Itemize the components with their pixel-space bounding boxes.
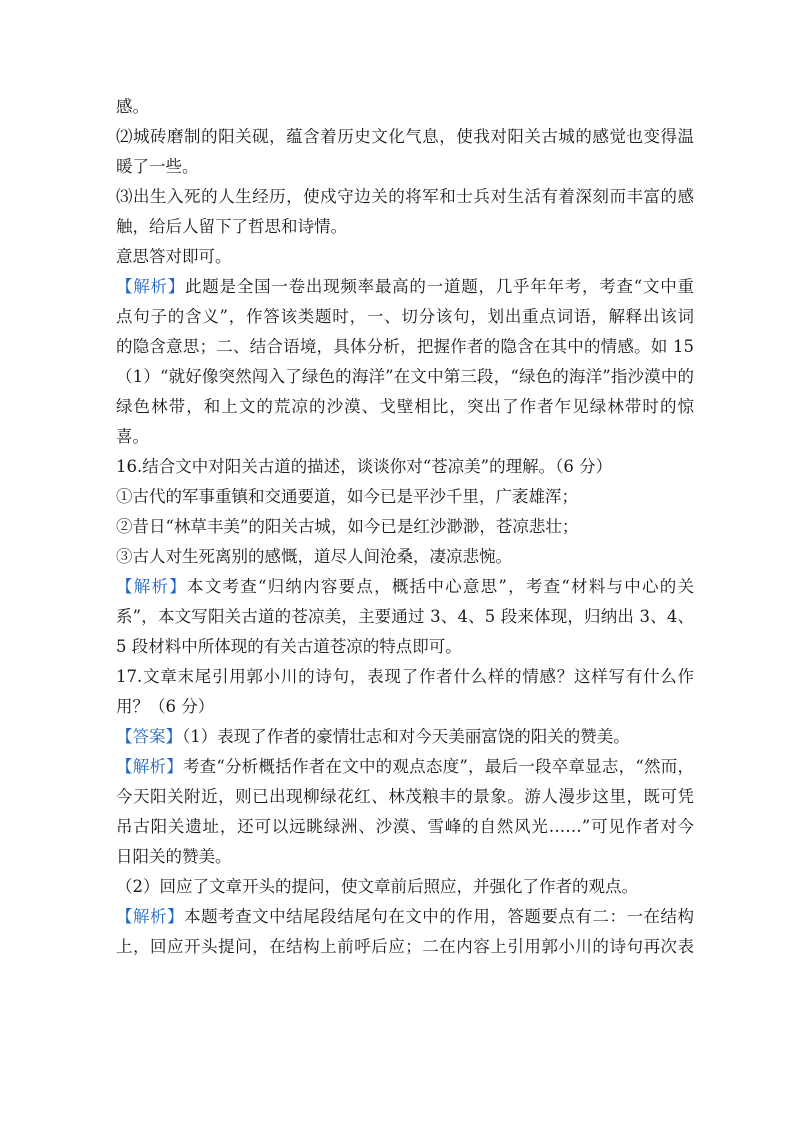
question-16: [116, 452, 694, 482]
text-line-19: [116, 632, 694, 662]
line-text: 本文考查“归纳内容要点，概括中心意思”，考查“材料与中心的关: [187, 577, 694, 596]
line-text: ②昔日“林草丰美”的阳关古城，如今已是红沙渺渺，苍凉悲壮；: [116, 517, 579, 536]
text-line-23: [116, 752, 694, 782]
text-line-4: [116, 182, 694, 212]
line-text: 上，回应开头提问，在结构上前呼后应；二在内容上引用郭小川的诗句再次表: [116, 937, 694, 956]
text-line-10: [116, 362, 694, 392]
text-line-6: [116, 242, 694, 272]
line-text: 的隐含意思；二、结合语境，具体分析，把握作者的隐含在其中的情感。如 15: [116, 337, 694, 356]
line-text: 考查“分析概括作者在文中的观点态度”，最后一段卒章显志，“然而，: [182, 757, 694, 776]
answer-point-3: [116, 542, 694, 572]
line-text: 用？（6 分）: [116, 697, 215, 716]
line-text: ⑵城砖磨制的阳关砚，蕴含着历史文化气息，使我对阳关古城的感觉也变得温: [116, 127, 694, 146]
text-line-12: [116, 422, 694, 452]
text-line-18: [116, 602, 694, 632]
line-text: 感。: [116, 97, 149, 116]
line-text: 绿色林带，和上文的荒凉的沙漠、戈壁相比，突出了作者乍见绿林带时的惊: [116, 397, 694, 416]
text-line-25: [116, 812, 694, 842]
page-content: [116, 92, 694, 962]
line-text: 点句子的含义”，作答该类题时，一、切分该句，划出重点词语，解释出该词: [116, 307, 694, 326]
text-line-2: [116, 122, 694, 152]
line-text: 此题是全国一卷出现频率最高的一道题，几乎年年考，考查“文中重: [185, 277, 694, 296]
text-line-22: [116, 722, 694, 752]
line-text: 日阳关的赞美。: [116, 847, 232, 866]
analysis-tag: 【解析】: [116, 907, 185, 926]
text-line-9: [116, 332, 694, 362]
line-text: 暖了一些。: [116, 157, 199, 176]
line-text: ①古代的军事重镇和交通要道，如今已是平沙千里，广袤雄浑；: [116, 487, 578, 506]
line-text: 5 段材料中所体现的有关古道苍凉的特点即可。: [116, 637, 462, 656]
question-17: [116, 662, 694, 692]
line-text: 17.文章末尾引用郭小川的诗句，表现了作者什么样的情感？这样写有什么作: [116, 667, 694, 686]
text-line-27: [116, 872, 694, 902]
answer-point-2: [116, 512, 694, 542]
text-line-26: [116, 842, 694, 872]
line-text: 意思答对即可。: [116, 247, 232, 266]
line-text: 系”，本文写阳关古道的苍凉美，主要通过 3、4、5 段来体现，归纳出 3、4、: [116, 607, 694, 626]
answer-tag: 【答案】: [116, 727, 182, 746]
line-text: ⑶出生入死的人生经历，使戍守边关的将军和士兵对生活有着深刻而丰富的感: [116, 187, 694, 206]
text-line-11: [116, 392, 694, 422]
line-text: （1）“就好像突然闯入了绿色的海洋”在文中第三段，“绿色的海洋”指沙漠中的: [116, 367, 694, 386]
answer-point-1: [116, 482, 694, 512]
text-line-3: [116, 152, 694, 182]
line-text: （1）表现了作者的豪情壮志和对今天美丽富饶的阳关的赞美。: [182, 727, 630, 746]
line-text: 本题考查文中结尾段结尾句在文中的作用，答题要点有二：一在结构: [184, 907, 694, 926]
line-text: 触，给后人留下了哲思和诗情。: [116, 217, 347, 236]
text-line-17: [116, 572, 694, 602]
analysis-tag: 【解析】: [116, 577, 187, 596]
text-line-7: [116, 272, 694, 302]
text-line-28: [116, 902, 694, 932]
question-17-cont: [116, 692, 694, 722]
text-line-29: [116, 932, 694, 962]
analysis-tag: 【解析】: [116, 277, 186, 296]
line-text: 16.结合文中对阳关古道的描述，谈谈你对“苍凉美”的理解。（6 分）: [116, 457, 613, 476]
line-text: （2）回应了文章开头的提问，使文章前后照应，并强化了作者的观点。: [116, 877, 638, 896]
text-line-24: [116, 782, 694, 812]
analysis-tag: 【解析】: [116, 757, 183, 776]
text-line-8: [116, 302, 694, 332]
line-text: 喜。: [116, 427, 149, 446]
line-text: 今天阳关附近，则已出现柳绿花红、林茂粮丰的景象。游人漫步这里，既可凭: [116, 787, 694, 806]
line-text: ③古人对生死离别的感慨，道尽人间沧桑，凄凉悲惋。: [116, 547, 512, 566]
line-text: 吊古阳关遗址，还可以远眺绿洲、沙漠、雪峰的自然风光……”可见作者对今: [116, 817, 694, 836]
text-line-5: [116, 212, 694, 242]
text-line-1: [116, 92, 694, 122]
